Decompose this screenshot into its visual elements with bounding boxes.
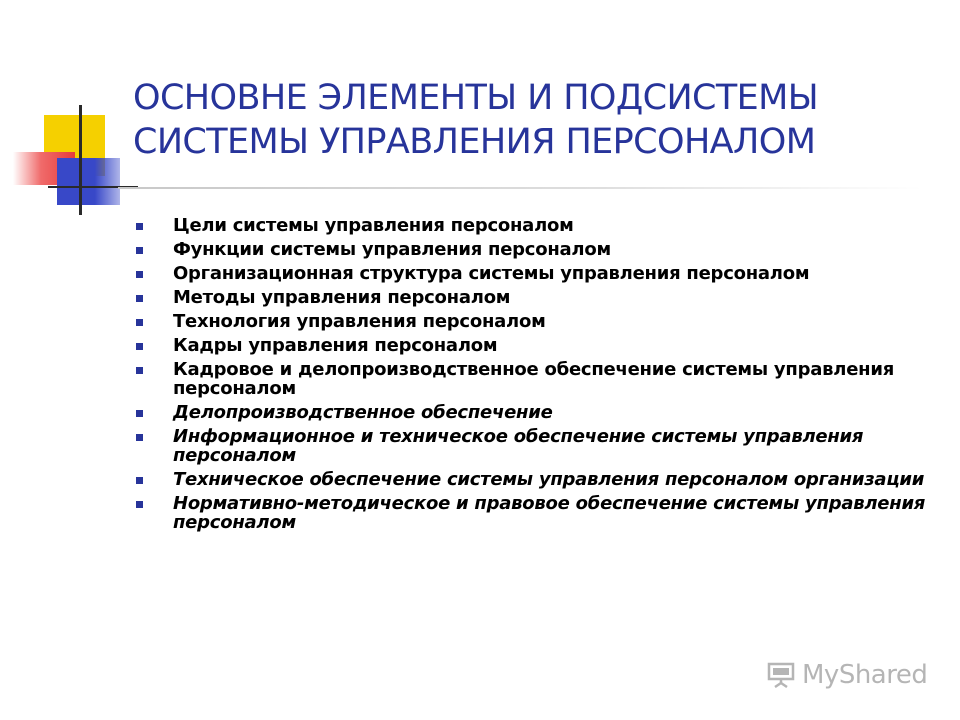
bullet-text: Делопроизводственное обеспечение — [173, 402, 553, 423]
blue-square — [57, 158, 120, 205]
square-bullet-icon — [136, 319, 143, 326]
myshared-watermark — [766, 658, 927, 692]
square-bullet-icon — [136, 434, 143, 441]
bullet-text: Организационная структура системы управления персоналом — [173, 263, 810, 284]
bullet-text: Методы управления персоналом — [173, 287, 511, 308]
bullet-item — [132, 494, 932, 532]
bullet-item — [132, 240, 932, 259]
square-bullet-icon — [136, 271, 143, 278]
square-bullet-icon — [136, 247, 143, 254]
slide-title — [133, 76, 933, 164]
bullet-item — [132, 264, 932, 283]
bullet-text: Кадры управления персоналом — [173, 335, 498, 356]
bullet-item — [132, 427, 932, 465]
bullet-item — [132, 470, 932, 489]
bullet-text: Техническое обеспечение системы управления персоналом организации — [173, 469, 925, 490]
bullet-text: Функции системы управления персоналом — [173, 239, 611, 260]
bullet-text: Нормативно-методическое и правовое обеспечение системы управления персоналом — [173, 493, 926, 533]
title-underline — [118, 187, 922, 189]
presentation-board-icon — [766, 662, 796, 688]
square-bullet-icon — [136, 343, 143, 350]
bullet-text: Технология управления персоналом — [173, 311, 546, 332]
square-bullet-icon — [136, 501, 143, 508]
slide-title-line-1: ОСНОВНЕ ЭЛЕМЕНТЫ И ПОДСИСТЕМЫ — [133, 78, 819, 118]
bullet-item — [132, 288, 932, 307]
square-bullet-icon — [136, 477, 143, 484]
bullet-text: Цели системы управления персоналом — [173, 215, 574, 236]
bullet-item — [132, 360, 932, 398]
bullet-text: Информационное и техническое обеспечение системы управления персоналом — [173, 426, 864, 466]
bullet-item — [132, 403, 932, 422]
vertical-line — [79, 105, 82, 215]
watermark-text: MyShared — [802, 660, 928, 690]
decorative-squares-logo — [0, 0, 140, 230]
bullet-item — [132, 312, 932, 331]
square-bullet-icon — [136, 223, 143, 230]
slide-title-line-2: СИСТЕМЫ УПРАВЛЕНИЯ ПЕРСОНАЛОМ — [133, 122, 816, 162]
bullet-item — [132, 336, 932, 355]
square-bullet-icon — [136, 410, 143, 417]
bullet-list — [132, 216, 932, 537]
square-bullet-icon — [136, 367, 143, 374]
bullet-text: Кадровое и делопроизводственное обеспечение системы управления персоналом — [173, 359, 895, 399]
bullet-item — [132, 216, 932, 235]
square-bullet-icon — [136, 295, 143, 302]
